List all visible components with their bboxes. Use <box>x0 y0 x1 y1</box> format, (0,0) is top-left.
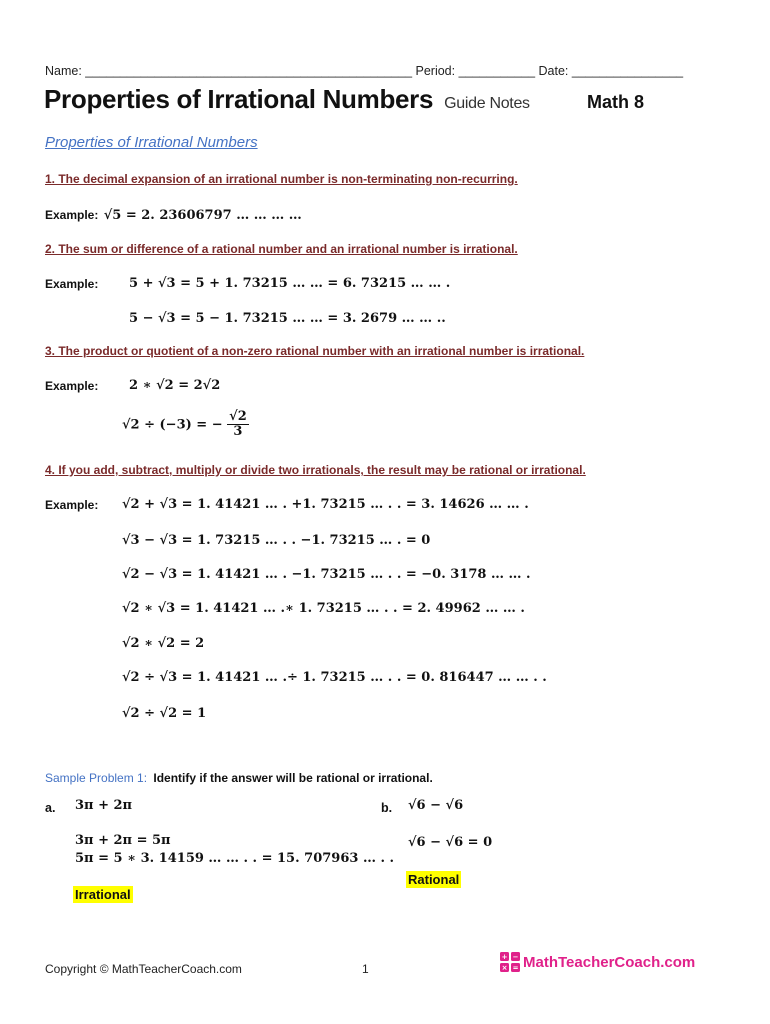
math-line: √5 = 2. 23606797 … … … … <box>103 208 302 223</box>
page-number: 1 <box>362 962 369 976</box>
calculator-grid-icon <box>500 952 520 972</box>
math-line: √2 ÷ √3 = 1. 41421 … .÷ 1. 73215 … . . = 0. 816447 … … . . <box>122 670 547 685</box>
math-line: √2 ∗ √3 = 1. 41421 … .∗ 1. 73215 … . . = 2. 49962 … … . <box>122 601 525 616</box>
brand-logo <box>500 952 695 972</box>
sample-problem-header <box>45 771 433 785</box>
example-label: Example: <box>45 208 99 222</box>
math-line: √3 − √3 = 1. 73215 … . . −1. 73215 … . = 0 <box>122 533 431 548</box>
example-label: Example: <box>45 277 99 291</box>
svg-text:×: × <box>501 964 508 972</box>
property-1-title: 1. The decimal expansion of an irrational number is non-terminating non-recurring. <box>45 172 518 186</box>
math-line: 5 + √3 = 5 + 1. 73215 … … = 6. 73215 … … . <box>129 276 451 291</box>
fraction-denominator: 3 <box>233 424 243 440</box>
math-line: √2 ∗ √2 = 2 <box>122 636 205 651</box>
math-line: 2 ∗ √2 = 2√2 <box>129 378 221 393</box>
problem-b-answer: Rational <box>408 872 460 887</box>
property-1-example <box>45 208 302 223</box>
example-label: Example: <box>45 498 99 512</box>
page-title <box>44 84 530 115</box>
property-4-title: 4. If you add, subtract, multiply or divide two irrationals, the result may be rational or irrational. <box>45 463 586 477</box>
problem-a-expression: 3π + 2π <box>75 798 133 813</box>
math-line: √2 + √3 = 1. 41421 … . +1. 73215 … . . = 3. 14626 … … . <box>122 497 529 512</box>
sample-problem-label: Sample Problem 1: <box>45 771 148 785</box>
math-line: 5 − √3 = 5 − 1. 73215 … … = 3. 2679 … … .. <box>129 311 446 326</box>
problem-a-step: 3π + 2π = 5π <box>75 833 171 848</box>
example-label: Example: <box>45 379 99 393</box>
fraction-lhs: √2 ÷ (−3) = − <box>122 417 223 433</box>
title-text: Properties of Irrational Numbers <box>44 84 434 114</box>
section-title: Properties of Irrational Numbers <box>45 134 258 151</box>
sample-problem-instruction: Identify if the answer will be rational or irrational. <box>153 771 433 785</box>
problem-a-step: 5π = 5 ∗ 3. 14159 … … . . = 15. 707963 … . . <box>75 851 395 866</box>
copyright: Copyright © MathTeacherCoach.com <box>45 962 242 976</box>
problem-b-label: b. <box>381 801 393 815</box>
problem-a-answer: Irrational <box>75 887 131 902</box>
math-line: √2 − √3 = 1. 41421 … . −1. 73215 … . . = −0. 3178 … … . <box>122 567 531 582</box>
property-3-title: 3. The product or quotient of a non-zero rational number with an irrational number is irrational. <box>45 344 585 358</box>
svg-text:+: + <box>501 953 508 962</box>
math-line: √2 ÷ √2 = 1 <box>122 706 207 721</box>
svg-text:=: = <box>512 964 519 972</box>
name-period-date-line: Name: _______________________________________________ Period: ___________ Date: ________________ <box>45 64 684 78</box>
fraction-numerator: √2 <box>229 409 247 424</box>
problem-b-expression: √6 − √6 <box>408 798 464 813</box>
problem-a-label: a. <box>45 801 56 815</box>
property-2-title: 2. The sum or difference of a rational number and an irrational number is irrational. <box>45 242 518 256</box>
title-subtitle: Guide Notes <box>444 95 530 112</box>
problem-b-step: √6 − √6 = 0 <box>408 835 493 850</box>
math-fraction-line <box>122 410 249 440</box>
logo-text: MathTeacherCoach.com <box>523 953 696 971</box>
grade-label: Math 8 <box>587 92 645 112</box>
svg-text:−: − <box>512 953 519 962</box>
fraction <box>227 410 249 440</box>
